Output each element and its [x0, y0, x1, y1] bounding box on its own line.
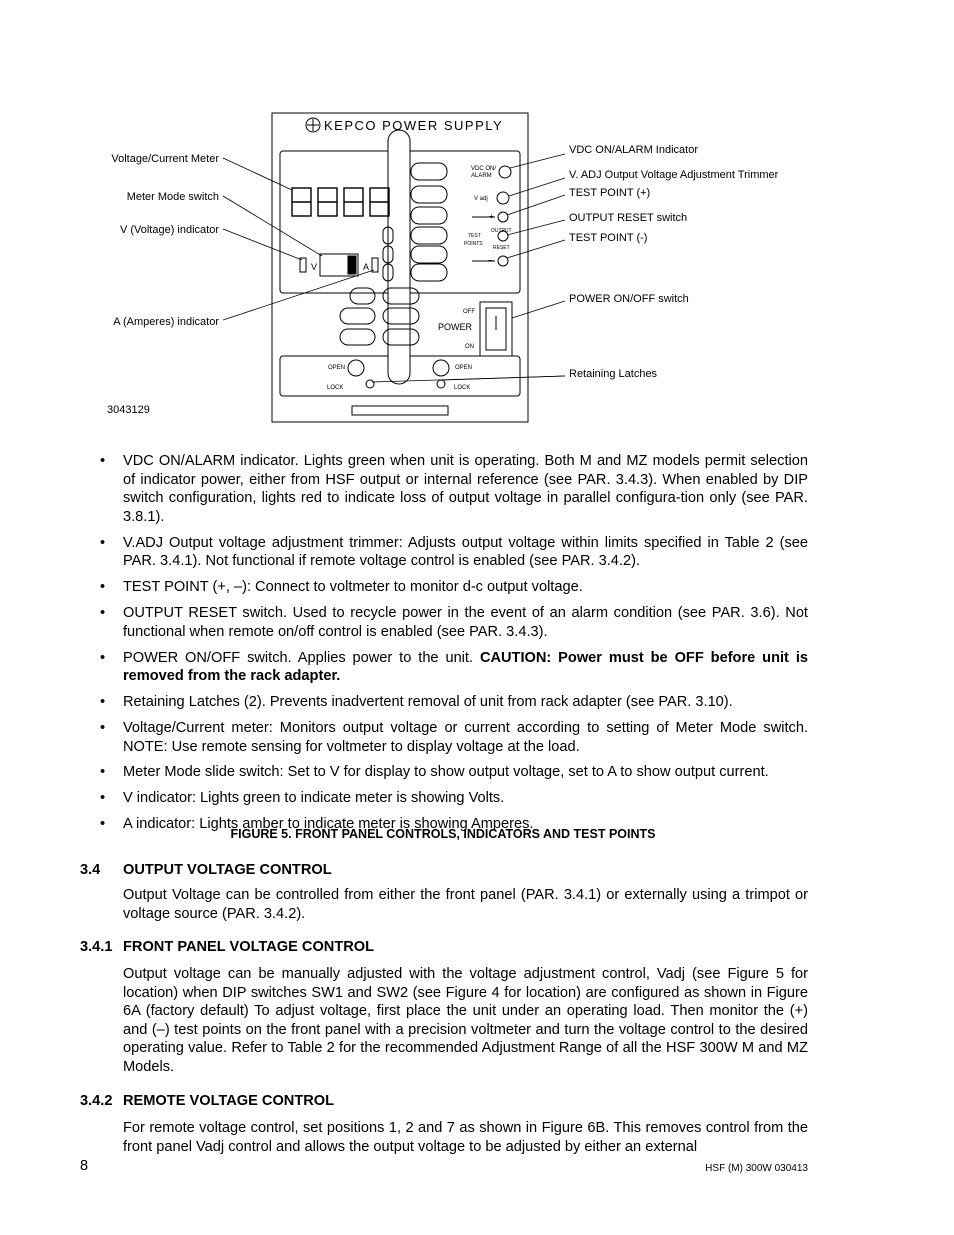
- section-number: 3.4.1: [80, 939, 113, 955]
- svg-text:POWER: POWER: [438, 322, 473, 332]
- vdc-on-alarm-indicator: [499, 166, 511, 178]
- bullet-item: • TEST POINT (+, –): Connect to voltmeter to monitor d-c output voltage.: [100, 578, 808, 597]
- svg-text:ON: ON: [465, 344, 474, 350]
- latch-left: [348, 360, 364, 376]
- svg-text:−: −: [488, 256, 493, 265]
- svg-text:TEST: TEST: [468, 233, 481, 239]
- callout-retaining-latches: Retaining Latches: [569, 368, 658, 380]
- front-panel-figure: [0, 100, 954, 430]
- v-adj-trimmer: [497, 192, 509, 204]
- bullet-item: • OUTPUT RESET switch. Used to recycle power in the event of an alarm condition (see PAR. 3.6). Not functional when remote on/off control is enabled (see PAR. 3.4.3).: [100, 604, 808, 641]
- section-body: Output voltage can be manually adjusted with the voltage adjustment control, Vadj (see Figure 5 for location) when DIP switches SW1 and SW2 (see Figure 4 for location) are configured as shown in Figure 6A (factory default) To adjust voltage, first place the unit under an operating load. Then monitor the (+) and (–) test points on the front panel with a precision voltmeter and turn the voltage control to the desired operating value. Refer to Table 2 for the recommended Adjustment Range of all the HSF 300W M and MZ Models.: [123, 966, 808, 1075]
- page-number: 8: [80, 1158, 89, 1174]
- bullet-item: • V indicator: Lights green to indicate meter is showing Volts.: [100, 789, 808, 808]
- bullet-list: [100, 452, 808, 841]
- callout-a-indicator: A (Amperes) indicator: [113, 316, 219, 328]
- svg-text:OPEN: OPEN: [455, 365, 473, 371]
- caution-text: CAUTION: Power must be OFF before unit is removed from the rack adapter.: [123, 649, 808, 685]
- bullet-item: • VDC ON/ALARM indicator. Lights green when unit is operating. Both M and MZ models permit selection of indicator power, either from HSF output or internal reference (see PAR. 3.4.3). When enabled by DIP switch configuration, lights red to indicate loss of output voltage in parallel configura-tion only (see PAR. 3.8.1).: [100, 452, 808, 526]
- svg-text:OPEN: OPEN: [328, 365, 346, 371]
- callout-voltage-current-meter: Voltage/Current Meter: [111, 153, 219, 165]
- bullet-item: • POWER ON/OFF switch. Applies power to the unit. CAUTION: Power must be OFF before unit is removed from the rack adapter.: [100, 649, 808, 686]
- svg-text:ALARM: ALARM: [471, 173, 492, 179]
- section-number: 3.4: [80, 862, 101, 878]
- section-body: Output Voltage can be controlled from either the front panel (PAR. 3.4.1) or externally using a trimpot or voltage source (PAR. 3.4.2).: [123, 887, 808, 922]
- svg-text:RESET: RESET: [493, 245, 510, 251]
- document-id: HSF (M) 300W 030413: [705, 1163, 808, 1174]
- section-number: 3.4.2: [80, 1093, 113, 1109]
- section-title: REMOTE VOLTAGE CONTROL: [123, 1093, 335, 1109]
- callout-vdc-on-alarm: VDC ON/ALARM Indicator: [569, 144, 698, 156]
- svg-text:LOCK: LOCK: [454, 385, 471, 391]
- test-point-plus: [498, 212, 508, 222]
- callout-v-indicator: V (Voltage) indicator: [119, 224, 219, 236]
- svg-text:VDC ON/: VDC ON/: [471, 166, 497, 172]
- callout-output-reset: OUTPUT RESET switch: [569, 212, 688, 224]
- section-title: FRONT PANEL VOLTAGE CONTROL: [123, 939, 375, 955]
- bullet-item: • Retaining Latches (2). Prevents inadvertent removal of unit from rack adapter (see PAR. 3.10).: [100, 693, 808, 712]
- bullet-item: • V.ADJ Output voltage adjustment trimmer: Adjusts output voltage within limits specified in Table 2 (see PAR. 3.4.1). Not functional if remote voltage control is enabled (see PAR. 3.4.2).: [100, 534, 808, 571]
- svg-text:V adj: V adj: [474, 196, 488, 202]
- meter-digits: [292, 188, 389, 216]
- svg-text:OUTPUT: OUTPUT: [491, 228, 512, 234]
- panel-title: KEPCO POWER SUPPLY: [324, 118, 504, 133]
- svg-text:A: A: [363, 262, 370, 272]
- svg-text:V: V: [311, 262, 318, 272]
- callout-test-point-plus: TEST POINT (+): [569, 187, 651, 199]
- svg-text:POINTS: POINTS: [464, 241, 483, 247]
- figure-id: 3043129: [107, 404, 150, 416]
- v-indicator: [300, 258, 306, 272]
- a-indicator: [372, 258, 378, 272]
- figure-caption: FIGURE 5. FRONT PANEL CONTROLS, INDICATORS AND TEST POINTS: [230, 827, 656, 841]
- svg-text:OFF: OFF: [463, 309, 475, 315]
- callout-v-adj: V. ADJ Output Voltage Adjustment Trimmer: [569, 169, 779, 181]
- svg-text:+: +: [489, 212, 494, 221]
- panel-slot: [352, 406, 448, 415]
- callout-test-point-minus: TEST POINT (-): [569, 232, 648, 244]
- bullet-item: • Voltage/Current meter: Monitors output voltage or current according to setting of Meter Mode switch. NOTE: Use remote sensing for voltmeter to display voltage at the load.: [100, 719, 808, 756]
- latch-right: [433, 360, 449, 376]
- bullet-item: • A indicator: Lights amber to indicate meter is showing Amperes.: [100, 815, 808, 834]
- bullet-item: • Meter Mode slide switch: Set to V for display to show output voltage, set to A to show output current.: [100, 763, 808, 782]
- section-body: For remote voltage control, set positions 1, 2 and 7 as shown in Figure 6B. This removes control from the front panel Vadj control and allows the output voltage to be adjusted by either an external: [123, 1120, 808, 1155]
- section-title: OUTPUT VOLTAGE CONTROL: [123, 862, 332, 878]
- handle: [388, 130, 410, 384]
- test-point-minus: [498, 256, 508, 266]
- callout-meter-mode-switch: Meter Mode switch: [126, 191, 219, 203]
- svg-text:LOCK: LOCK: [327, 385, 344, 391]
- callout-power-switch: POWER ON/OFF switch: [569, 293, 689, 305]
